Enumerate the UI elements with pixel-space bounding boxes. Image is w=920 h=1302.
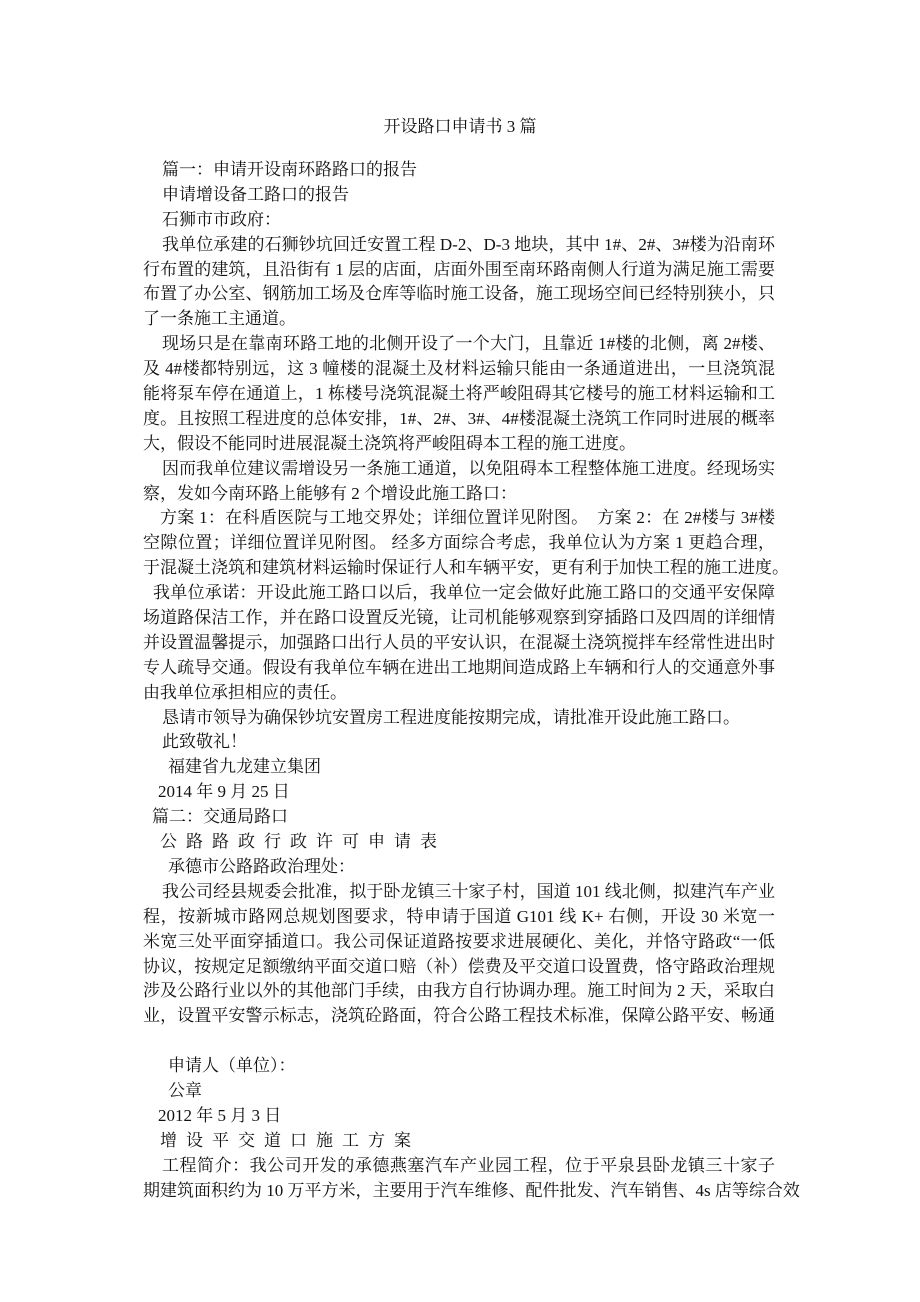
- form-title: 公路路政行政许可申请表: [160, 832, 446, 852]
- paragraph-line: 度。且按照工程进度的总体安排，1#、2#、3#、4#楼混凝土浇筑工作同时进展的概率: [143, 408, 775, 428]
- paragraph-line: 我单位承诺：开设此施工路口以后，我单位一定会做好此施工路口的交通平安保障: [153, 583, 775, 603]
- paragraph-line: 专人疏导交通。假设有我单位车辆在进出工地期间造成路上车辆和行人的交通意外事: [143, 657, 775, 677]
- date: 2014 年 9 月 25 日: [158, 782, 290, 802]
- paragraph-line: 场道路保洁工作，并在路口设置反光镜，让司机能够观察到穿插路口及四周的详细情: [143, 608, 775, 628]
- paragraph-line: 期建筑面积约为 10 万平方米，主要用于汽车维修、配件批发、汽车销售、4s 店等综合效: [143, 1180, 800, 1200]
- paragraph-line: 布置了办公室、钢筋加工场及仓库等临时施工设备，施工现场空间已经特别狭小，只: [143, 284, 775, 304]
- paragraph-line: 空隙位置；详细位置详见附图。 经多方面综合考虑，我单位认为方案 1 更趋合理，: [143, 533, 775, 553]
- paragraph-line: 工程简介：我公司开发的承德燕塞汽车产业园工程，位于平泉县卧龙镇三十家子: [162, 1155, 775, 1175]
- document-title: 开设路口申请书 3 篇: [383, 117, 537, 136]
- part1-addressee: 石狮市市政府：: [162, 209, 281, 229]
- plan-title: 增设平交道口施工方案: [160, 1130, 420, 1150]
- paragraph-line: 于混凝土浇筑和建筑材料运输时保证行人和车辆平安，更有利于加快工程的施工进度。: [143, 558, 789, 578]
- paragraph-line: 及 4#楼都特别远，这 3 幢楼的混凝土及材料运输只能由一条通道进出，一旦浇筑混: [143, 359, 775, 379]
- paragraph-line: 恳请市领导为确保钞坑安置房工程进度能按期完成，请批准开设此施工路口。: [162, 707, 740, 727]
- blank-line: [143, 1029, 775, 1054]
- signer: 福建省九龙建立集团: [168, 757, 321, 777]
- paragraph-line: 能将泵车停在通道上，1 栋楼号浇筑混凝土将严峻阻碍其它楼号的施工材料运输和工: [143, 384, 775, 404]
- paragraph-line: 我公司经县规委会批准，拟于卧龙镇三十家子村，国道 101 线北侧，拟建汽车产业: [162, 881, 775, 901]
- paragraph-line: 行布置的建筑，且沿街有 1 层的店面，店面外围至南环路南侧人行道为满足施工需要: [143, 259, 775, 279]
- paragraph-line: 现场只是在靠南环路工地的北侧开设了一个大门，且靠近 1#楼的北侧，离 2#楼、: [162, 334, 775, 354]
- part1-subheading: 申请增设备工路口的报告: [162, 184, 349, 204]
- paragraph-line: 方案 1：在科盾医院与工地交界处；详细位置详见附图。 方案 2：在 2#楼与 3#楼: [160, 508, 775, 528]
- seal-label: 公章: [168, 1080, 202, 1100]
- paragraph-line: 大，假设不能同时进展混凝土浇筑将严峻阻碍本工程的施工进度。: [143, 433, 636, 453]
- applicant-label: 申请人（单位）：: [168, 1056, 296, 1076]
- document-body: [143, 158, 800, 1203]
- paragraph-line: 涉及公路行业以外的其他部门手续，由我方自行协调办理。施工时间为 2 天，采取白: [143, 981, 775, 1001]
- paragraph-line: 因而我单位建议需增设另一条施工通道，以免阻碍本工程整体施工进度。经现场实: [162, 458, 775, 478]
- paragraph-line: 由我单位承担相应的责任。: [143, 682, 347, 702]
- paragraph-line: 了一条施工主通道。: [143, 309, 296, 329]
- date: 2012 年 5 月 3 日: [158, 1105, 282, 1125]
- paragraph-line: 协议，按规定足额缴纳平面交道口赔（补）偿费及平交道口设置费，恪守路政治理规: [143, 956, 775, 976]
- paragraph-line: 米宽三处平面穿插道口。我公司保证道路按要求进展硬化、美化，并恪守路政“一低: [143, 931, 775, 951]
- part2-heading: 篇二：交通局路口: [152, 807, 288, 827]
- paragraph-line: 业，设置平安警示标志，浇筑砼路面，符合公路工程技术标准，保障公路平安、畅通: [143, 1006, 775, 1026]
- part2-addressee: 承德市公路路政治理处：: [168, 856, 355, 876]
- paragraph-line: 察，发如今南环路上能够有 2 个增设此施工路口：: [143, 483, 517, 503]
- paragraph-line: 程，按新城市路网总规划图要求，特申请于国道 G101 线 K+ 右侧，开设 30 米宽一: [143, 906, 775, 926]
- part1-heading: 篇一：申请开设南环路路口的报告: [162, 160, 417, 179]
- paragraph-line: 并设置温馨提示，加强路口出行人员的平安认识，在混凝土浇筑搅拌车经常性进出时: [143, 632, 775, 652]
- paragraph-line: 我单位承建的石狮钞坑回迁安置工程 D-2、D-3 地块，其中 1#、2#、3#楼为沿南环: [162, 234, 775, 254]
- closing: 此致敬礼！: [162, 732, 247, 752]
